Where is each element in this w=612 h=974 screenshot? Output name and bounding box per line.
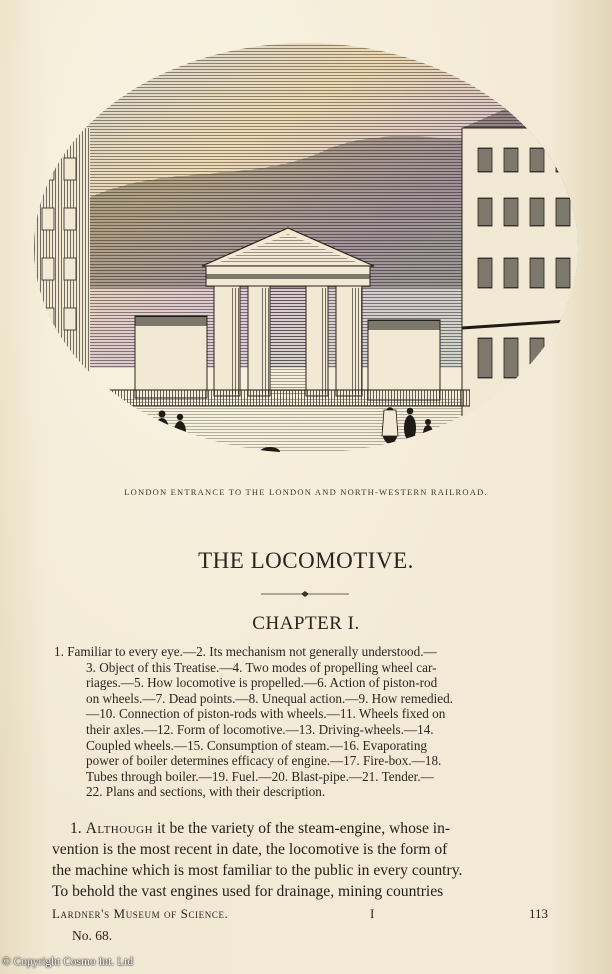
summary-line: on wheels.—7. Dead points.—8. Unequal action.—9. How remedied.	[86, 690, 453, 706]
page-footer	[52, 906, 548, 926]
summary-line: 1. Familiar to every eye.—2. Its mechanism not generally understood.—	[54, 644, 437, 659]
signature-mark: I	[370, 906, 375, 921]
copyright-watermark: © Copyright Cosmo Int. Ltd	[2, 956, 134, 968]
body-line: the machine which is most familiar to the public in every country.	[52, 862, 463, 879]
body-line	[52, 818, 548, 839]
summary-line: their axles.—12. Form of locomotive.—13. Driving-wheels.—14.	[86, 721, 434, 737]
summary-line: Tubes through boiler.—19. Fuel.—20. Blast-pipe.—21. Tender.—	[86, 768, 434, 784]
summary-line: 3. Object of this Treatise.—4. Two modes of propelling wheel car-	[86, 659, 437, 675]
summary-line: 22. Plans and sections, with their description.	[86, 784, 326, 800]
summary-line: power of boiler determines efficacy of engine.—17. Fire-box.—18.	[86, 753, 442, 769]
chapter-heading: CHAPTER I.	[252, 613, 360, 634]
title-rule-ornament	[255, 590, 355, 598]
chapter-summary	[54, 644, 546, 800]
body-line: To behold the vast engines used for drainage, mining countries	[52, 883, 444, 900]
body-line: vention is the most recent in date, the locomotive is the form of	[52, 841, 448, 858]
summary-line: riages.—5. How locomotive is propelled.—6. Action of piston-rod	[86, 675, 438, 691]
body-line-text: it be the variety of the steam-engine, whose in-	[156, 820, 451, 837]
running-footer-title: Lardner's Museum of Science.	[52, 906, 229, 921]
engraving-illustration	[30, 38, 582, 470]
summary-line: Coupled wheels.—15. Consumption of steam.—16. Evaporating	[86, 737, 428, 753]
body-paragraph	[52, 818, 548, 902]
paragraph-number: 1.	[70, 820, 82, 837]
lead-word: Although	[85, 820, 154, 837]
summary-line: —10. Connection of piston-rods with wheels.—11. Wheels fixed on	[86, 706, 446, 722]
page-number: 113	[528, 906, 548, 921]
page-title: THE LOCOMOTIVE.	[198, 548, 414, 573]
issue-number: No. 68.	[72, 928, 113, 943]
illustration-caption: LONDON ENTRANCE TO THE LONDON AND NORTH-WESTERN RAILROAD.	[124, 487, 488, 497]
